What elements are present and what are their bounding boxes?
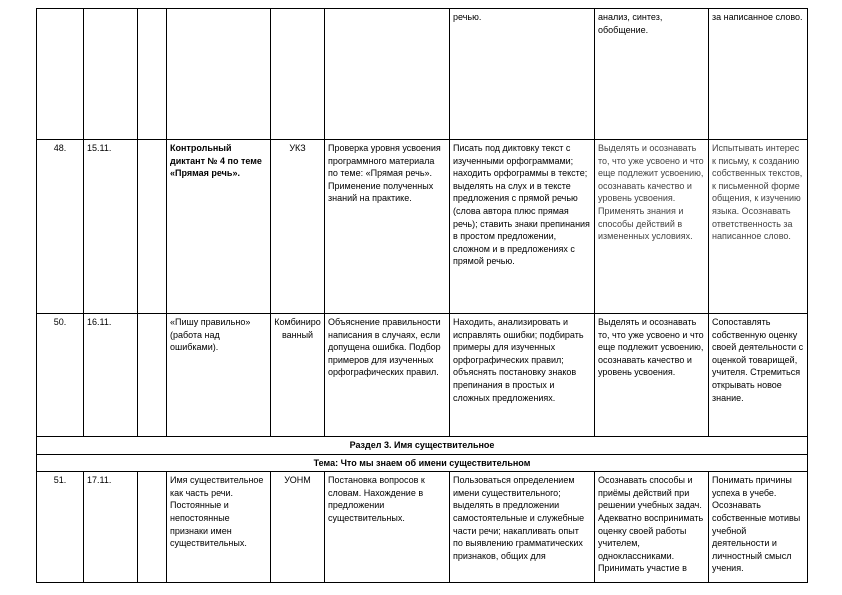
cell-date: 16.11. bbox=[84, 314, 138, 437]
section-heading-row bbox=[37, 437, 808, 455]
cell-num bbox=[37, 9, 84, 140]
cell-type: УОНМ bbox=[271, 472, 325, 583]
cell-personal-results: Сопоставлять собственную оценку своей деятельности с оценкой товарищей, учителя. Стремиться открывать новое знание. bbox=[709, 314, 808, 437]
cell-metasubject-results: Выделять и осознавать то, что уже усвоено и что еще подлежит усвоению, осознавать качество и уровень усвоения. bbox=[595, 314, 709, 437]
cell-topic: Имя существительное как часть речи. Постоянные и непостоянные признаки имен существительных. bbox=[167, 472, 271, 583]
cell-metasubject-results: Выделять и осознавать то, что уже усвоено и что еще подлежит усвоению, осознавать качество и уровень усвоения. Применять знания и способы действий в измененных условиях. bbox=[595, 140, 709, 314]
cell-date-fact bbox=[138, 140, 167, 314]
cell-metasubject-results: Осознавать способы и приёмы действий при решении учебных задач. Адекватно воспринимать оценку своей работы учителем, одноклассниками. Принимать участие в bbox=[595, 472, 709, 583]
cell-type: УКЗ bbox=[271, 140, 325, 314]
cell-subject-results: Писать под диктовку текст с изученными орфограммами; находить орфограммы в тексте; выделять на слух и в тексте предложения с прямой речью (слова автора плюс прямая речь); ставить знаки препинания в простом предложении, сложном и в предложениях с прямой речью. bbox=[450, 140, 595, 314]
cell-topic: Контрольный диктант № 4 по теме «Прямая речь». bbox=[167, 140, 271, 314]
theme-heading-row bbox=[37, 454, 808, 472]
cell-date-fact bbox=[138, 9, 167, 140]
cell-date: 17.11. bbox=[84, 472, 138, 583]
cell-topic bbox=[167, 9, 271, 140]
lesson-plan-table bbox=[36, 8, 808, 583]
section-title: Раздел 3. Имя существительное bbox=[37, 437, 808, 455]
cell-personal-results: за написанное слово. bbox=[709, 9, 808, 140]
table-row bbox=[37, 140, 808, 314]
cell-topic: «Пишу правильно» (работа над ошибками). bbox=[167, 314, 271, 437]
cell-subject-results: Находить, анализировать и исправлять ошибки; подбирать примеры для изученных орфографических правил; объяснять постановку знаков препинания в простых и сложных предложениях. bbox=[450, 314, 595, 437]
cell-date: 15.11. bbox=[84, 140, 138, 314]
cell-subject-results: Пользоваться определением имени существительного; выделять в предложении самостоятельные и служебные части речи; накапливать опыт по выявлению грамматических признаков, общих для bbox=[450, 472, 595, 583]
cell-metasubject-results: анализ, синтез, обобщение. bbox=[595, 9, 709, 140]
cell-personal-results: Испытывать интерес к письму, к созданию собственных текстов, к письменной форме общения, к изучению языка. Осознавать ответственность за написанное слово. bbox=[709, 140, 808, 314]
cell-content: Объяснение правильности написания в случаях, если допущена ошибка. Подбор примеров для изученных орфографических правил. bbox=[325, 314, 450, 437]
cell-personal-results: Понимать причины успеха в учебе. Осознавать собственные мотивы учебной деятельности и личностный смысл учения. bbox=[709, 472, 808, 583]
cell-content: Постановка вопросов к словам. Нахождение в предложении существительных. bbox=[325, 472, 450, 583]
cell-date-fact bbox=[138, 472, 167, 583]
table-row bbox=[37, 472, 808, 583]
table-row bbox=[37, 314, 808, 437]
cell-content bbox=[325, 9, 450, 140]
cell-num: 51. bbox=[37, 472, 84, 583]
cell-num: 50. bbox=[37, 314, 84, 437]
table-row bbox=[37, 9, 808, 140]
cell-date bbox=[84, 9, 138, 140]
cell-num: 48. bbox=[37, 140, 84, 314]
theme-title: Тема: Что мы знаем об имени существительном bbox=[37, 454, 808, 472]
cell-type bbox=[271, 9, 325, 140]
cell-date-fact bbox=[138, 314, 167, 437]
cell-type: Комбинированный bbox=[271, 314, 325, 437]
cell-content: Проверка уровня усвоения программного материала по теме: «Прямая речь». Применение полученных знаний на практике. bbox=[325, 140, 450, 314]
cell-subject-results: речью. bbox=[450, 9, 595, 140]
